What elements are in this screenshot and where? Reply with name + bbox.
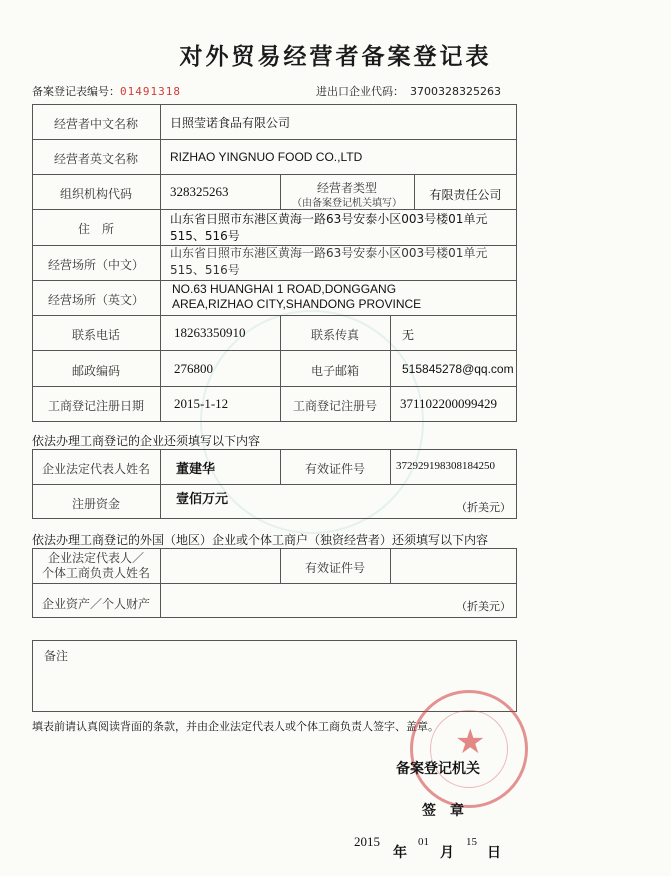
- cn-name-value: 日照莹诺食品有限公司: [170, 116, 291, 130]
- biz-place-cn-label: 经营场所（中文）: [47, 258, 144, 272]
- document-title: 对外贸易经营者备案登记表: [179, 44, 492, 70]
- row-divider: [32, 209, 517, 210]
- date-day-unit: 日: [487, 845, 501, 861]
- email-value: 515845278@qq.com: [402, 362, 514, 376]
- reg-no-label: 工商登记注册号: [292, 399, 377, 413]
- seal-star-icon: ★: [455, 722, 486, 762]
- biz-place-en-value: NO.63 HUANGHAI 1 ROAD,DONGGANG AREA,RIZHAO CITY,SHANDONG PROVINCE: [172, 282, 422, 311]
- phone-label: 联系电话: [71, 328, 120, 342]
- section1-title: 依法办理工商登记的企业还须填写以下内容: [32, 434, 261, 448]
- address-label: 住 所: [77, 222, 114, 236]
- foreign-rep-label-line2: 个体工商负责人姓名: [41, 566, 150, 580]
- capital-usd-note: （折美元）: [456, 501, 511, 514]
- biz-place-en-label: 经营场所（英文）: [47, 293, 144, 307]
- footer-note: 填表前请认真阅读背面的条款，并由企业法定代表人或个体工商负责人签字、盖章。: [32, 720, 439, 733]
- en-name-label: 经营者英文名称: [53, 152, 138, 166]
- assets-usd-note: （折美元）: [456, 600, 511, 613]
- foreign-id-label: 有效证件号: [304, 561, 365, 575]
- operator-type-note: （由备案登记机关填写）: [292, 198, 402, 209]
- row-divider: [32, 280, 517, 281]
- org-id-label: 组织机构代码: [59, 187, 132, 201]
- form-number: [32, 83, 181, 99]
- cn-name-label: 经营者中文名称: [53, 117, 138, 131]
- remarks-label: 备注: [44, 649, 69, 663]
- seal-label: 签 章: [422, 803, 464, 819]
- row-divider: [32, 315, 517, 316]
- id-value: 372929198308184250: [396, 460, 495, 472]
- en-name-value: RIZHAO YINGNUO FOOD CO.,LTD: [170, 150, 363, 164]
- legal-rep-label: 企业法定代表人姓名: [41, 462, 150, 476]
- foreign-rep-label: [32, 551, 160, 581]
- reg-date-label: 工商登记注册日期: [47, 399, 144, 413]
- assets-label: 企业资产／个人财产: [41, 597, 150, 611]
- date-year-unit: 年: [393, 845, 407, 861]
- authority-label: 备案登记机关: [396, 761, 480, 777]
- col-divider: [390, 548, 391, 583]
- reg-date-value: 2015-1-12: [174, 396, 229, 411]
- row-divider: [32, 386, 517, 387]
- phone-value: 18263350910: [174, 325, 246, 340]
- reg-no-value: 371102200099429: [400, 396, 498, 411]
- biz-place-cn-value: 山东省日照市东港区黄海一路63号安泰小区003号楼01单元515、516号: [170, 246, 488, 277]
- operator-type-label: 经营者类型: [316, 181, 377, 195]
- date-month: 01: [418, 836, 429, 848]
- foreign-rep-label-line1: 企业法定代表人／: [47, 551, 144, 565]
- postcode-label: 邮政编码: [71, 364, 120, 378]
- address-value: 山东省日照市东港区黄海一路63号安泰小区003号楼01单元515、516号: [170, 212, 488, 243]
- legal-rep-value: 董建华: [176, 462, 216, 477]
- enterprise-code: [316, 83, 501, 99]
- date-month-unit: 月: [440, 845, 454, 861]
- operator-type-value: 有限责任公司: [429, 188, 502, 202]
- enterprise-code-value: 3700328325263: [410, 85, 501, 98]
- fax-value: 无: [402, 328, 415, 342]
- col-divider: [160, 449, 161, 519]
- col-divider: [390, 315, 391, 422]
- row-divider: [32, 583, 517, 584]
- row-divider: [32, 484, 517, 485]
- fax-label: 联系传真: [310, 328, 359, 342]
- date-day: 15: [466, 836, 477, 848]
- capital-label: 注册资金: [71, 497, 120, 511]
- capital-value: 壹佰万元: [176, 492, 229, 507]
- postcode-value: 276800: [174, 361, 213, 376]
- form-number-label: 备案登记表编号：: [32, 85, 120, 98]
- email-label: 电子邮箱: [310, 364, 359, 378]
- section2-title: 依法办理工商登记的外国（地区）企业或个体工商户（独资经营者）还须填写以下内容: [32, 533, 489, 547]
- row-divider: [32, 174, 517, 175]
- col-divider: [160, 548, 161, 618]
- form-number-value: 01491318: [120, 85, 181, 98]
- row-divider: [32, 350, 517, 351]
- col-divider: [160, 104, 161, 422]
- date-year: 2015: [354, 834, 380, 849]
- org-id-value: 328325263: [170, 184, 229, 199]
- enterprise-code-label: 进出口企业代码：: [316, 85, 404, 98]
- col-divider: [390, 449, 391, 484]
- id-label: 有效证件号: [304, 462, 365, 476]
- row-divider: [32, 139, 517, 140]
